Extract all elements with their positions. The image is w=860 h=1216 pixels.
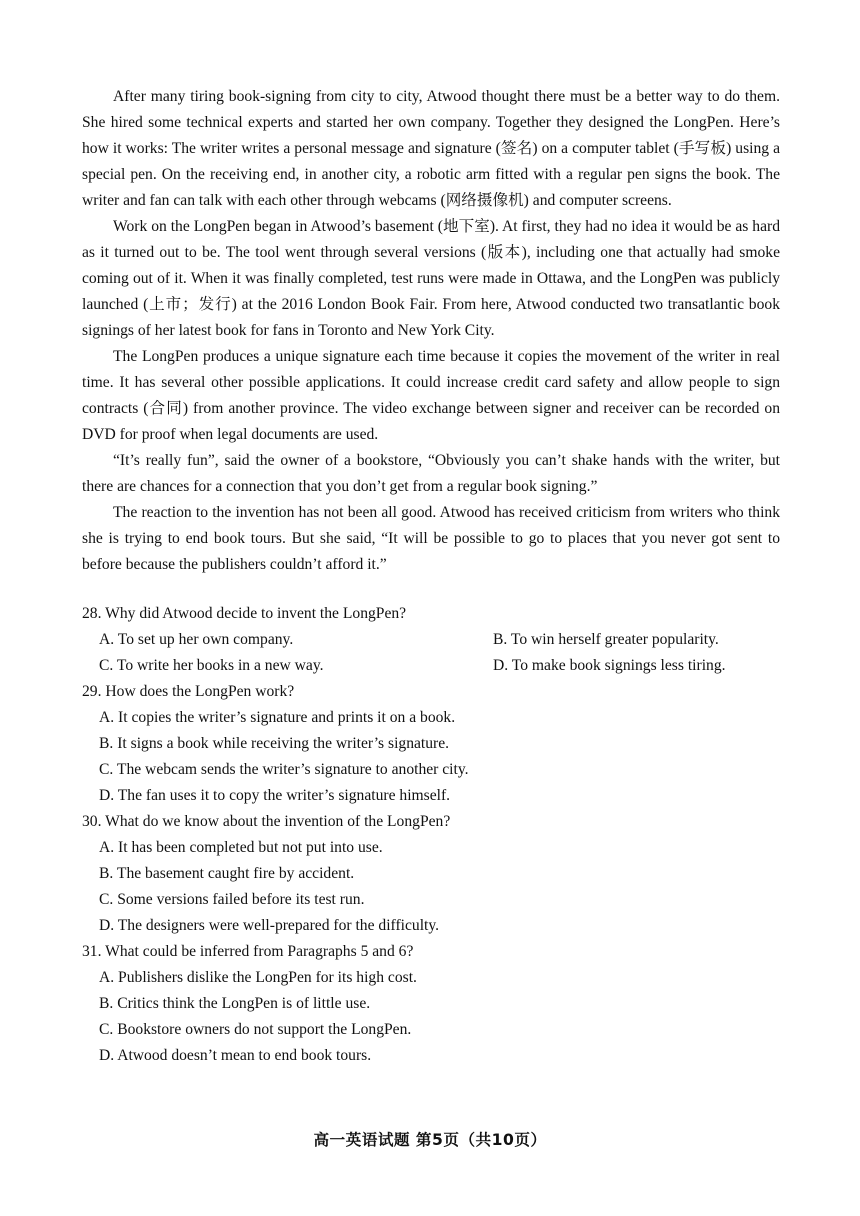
reading-passage: [82, 84, 780, 578]
option-c: C. To write her books in a new way.: [99, 657, 324, 674]
question-31: [82, 939, 780, 1069]
question-stem: 29. How does the LongPen work?: [82, 683, 295, 700]
passage-paragraph: After many tiring book-signing from city to city, Atwood thought there must be a better way to do them. She hired some technical experts and started her own company. Together they designed the LongPen. Here’s how it works: The writer writes a personal message and signature (签名) on a computer tablet (手写板) using a special pen. On the receiving end, in another city, a robotic arm fitted with a regular pen signs the book. The writer and fan can talk with each other through webcams (网络摄像机) and computer screens.: [82, 88, 780, 209]
option-b: B. Critics think the LongPen is of little use.: [99, 995, 371, 1012]
option-b: B. To win herself greater popularity.: [493, 631, 719, 648]
page-footer: 高一英语试题 第5页（共10页）: [313, 1131, 547, 1149]
option-c: C. Some versions failed before its test run.: [99, 891, 365, 908]
option-b: B. It signs a book while receiving the writer’s signature.: [99, 735, 450, 752]
option-d: D. The designers were well-prepared for the difficulty.: [99, 917, 440, 934]
question-stem: 30. What do we know about the invention of the LongPen?: [82, 813, 451, 830]
option-c: C. Bookstore owners do not support the LongPen.: [99, 1021, 412, 1038]
question-28: [82, 601, 780, 679]
option-a: A. To set up her own company.: [99, 631, 294, 648]
option-a: A. It copies the writer’s signature and prints it on a book.: [99, 709, 456, 726]
option-row: [82, 653, 780, 679]
question-30: [82, 809, 780, 939]
option-d: D. To make book signings less tiring.: [493, 657, 726, 674]
option-d: D. Atwood doesn’t mean to end book tours.: [99, 1047, 372, 1064]
exam-page: [82, 84, 780, 1069]
question-29: [82, 679, 780, 809]
option-a: A. It has been completed but not put into use.: [99, 839, 383, 856]
passage-paragraph: The reaction to the invention has not been all good. Atwood has received criticism from writers who think she is trying to end book tours. But she said, “It will be possible to go to places that you never got sent to before because the publishers couldn’t afford it.”: [82, 504, 780, 573]
passage-paragraph: The LongPen produces a unique signature each time because it copies the movement of the writer in real time. It has several other possible applications. It could increase credit card safety and allow people to sign contracts (合同) from another province. The video exchange between signer and receiver can be recorded on DVD for proof when legal documents are used.: [82, 348, 780, 443]
question-stem: 31. What could be inferred from Paragraphs 5 and 6?: [82, 943, 414, 960]
option-c: C. The webcam sends the writer’s signature to another city.: [99, 761, 469, 778]
passage-paragraph: “It’s really fun”, said the owner of a bookstore, “Obviously you can’t shake hands with the writer, but there are chances for a connection that you don’t get from a regular book signing.”: [82, 452, 780, 495]
question-list: [82, 601, 780, 1069]
option-d: D. The fan uses it to copy the writer’s signature himself.: [99, 787, 451, 804]
passage-paragraph: Work on the LongPen began in Atwood’s basement (地下室). At first, they had no idea it would be as hard as it turned out to be. The tool went through several versions (版本), including one that actually had smoke coming out of it. When it was finally completed, test runs were made in Ottawa, and the LongPen was publicly launched (上市；发行) at the 2016 London Book Fair. From here, Atwood conducted two transatlantic book signings of her latest book for fans in Toronto and New York City.: [82, 218, 780, 339]
option-a: A. Publishers dislike the LongPen for its high cost.: [99, 969, 417, 986]
option-row: [82, 627, 780, 653]
question-stem: 28. Why did Atwood decide to invent the LongPen?: [82, 605, 407, 622]
option-b: B. The basement caught fire by accident.: [99, 865, 355, 882]
